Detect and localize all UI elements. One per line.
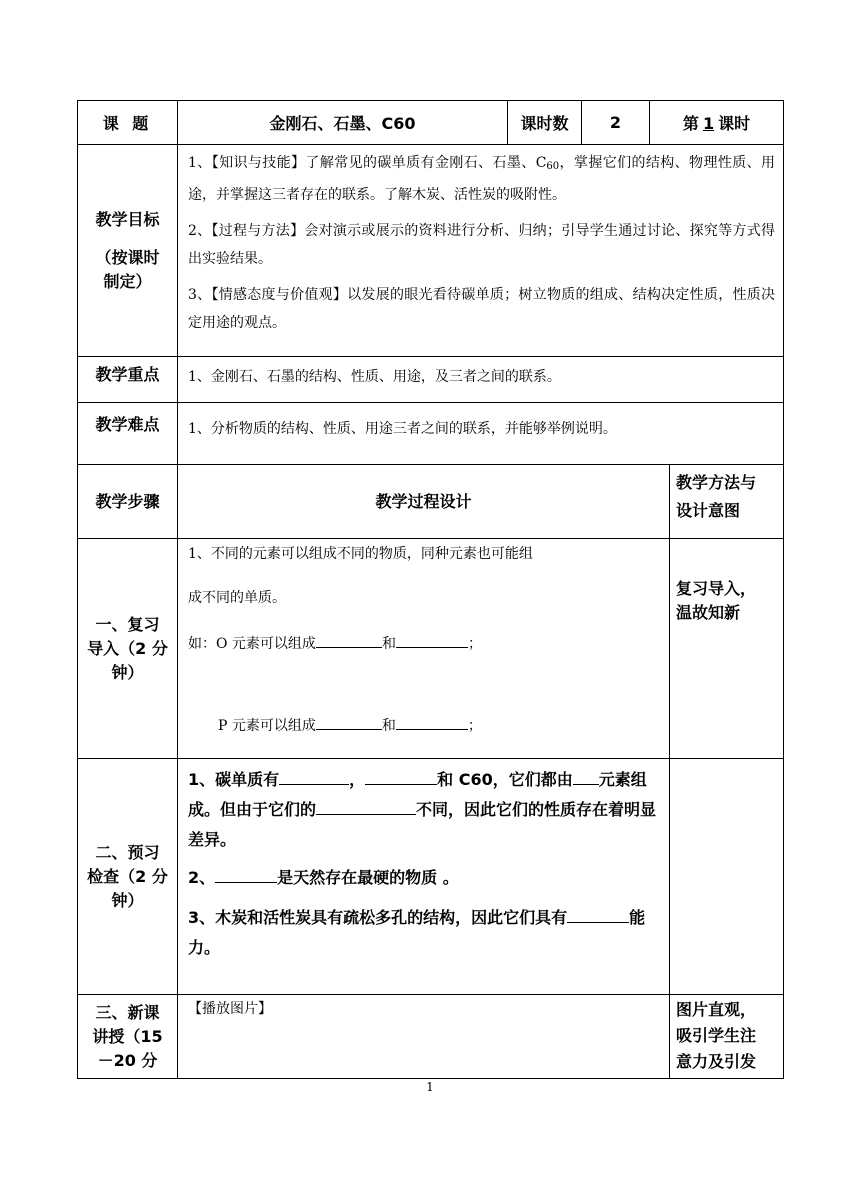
review-method-cell [670, 539, 784, 759]
new-lesson-label-line-2: 讲授（15 [92, 1027, 163, 1046]
lesson-number-cell [650, 101, 784, 145]
preview-label-cell [78, 759, 178, 995]
new-lesson-label-line-1: 三、新课 [95, 1003, 160, 1022]
review-method-line-1: 复习导入， [676, 579, 757, 598]
blank-field [316, 631, 382, 648]
review-label-cell [78, 539, 178, 759]
topic-title: 金刚石、石墨、C60 [269, 114, 416, 133]
lesson-prefix: 第 [682, 114, 699, 133]
objectives-label-note-1: （按课时 [95, 247, 160, 267]
objective-item-3: 3、【情感态度与价值观】以发展的眼光看待碳单质；树立物质的组成、结构决定性质，性质决定用途的观点。 [188, 287, 776, 331]
difficulties-label: 教学难点 [95, 415, 160, 434]
review-row [78, 539, 784, 759]
blank-field [567, 906, 629, 923]
key-points-content-cell [178, 357, 784, 403]
blank-field [215, 866, 277, 883]
new-lesson-label-cell [78, 995, 178, 1079]
difficulties-label-cell [78, 403, 178, 465]
objective-item-2: 2、【过程与方法】会对演示或展示的资料进行分析、归纳；引导学生通过讨论、探究等方式得出实验结果。 [188, 223, 776, 267]
objective-item-1: 1、【知识与技能】了解常见的碳单质有金刚石、石墨、$C_{60}$，掌握它们的结构、物理性质、用途，并掌握这三者存在的联系。了解木炭、活性炭的吸附性。 [188, 155, 776, 203]
new-lesson-method-line-1: 图片直观， [676, 1000, 757, 1019]
objectives-label-cell [78, 145, 178, 357]
review-phosphorus-line: P 元素可以组成 和 ； [188, 713, 659, 737]
process-design-label-cell [178, 465, 670, 539]
new-lesson-row [78, 995, 784, 1079]
page-number: 1 [426, 1080, 434, 1094]
review-method-line-2: 温故知新 [676, 603, 741, 622]
review-label-line-3: 钟） [111, 662, 144, 682]
subject-label: 课 题 [102, 114, 153, 133]
steps-header-row [78, 465, 784, 539]
review-content-cell [178, 539, 670, 759]
objectives-content-cell [178, 145, 784, 357]
method-label-line-2: 设计意图 [676, 501, 741, 520]
objectives-label-note-2: 制定） [103, 271, 152, 291]
key-points-text: 1、金刚石、石墨的结构、性质、用途，及三者之间的联系。 [188, 369, 561, 385]
steps-label: 教学步骤 [95, 491, 160, 511]
key-points-label: 教学重点 [95, 365, 160, 384]
preview-label-line-1: 二、预习 [95, 842, 160, 862]
hours-label: 课时数 [520, 114, 569, 133]
blank-field [573, 768, 599, 785]
preview-label-line-3: 钟） [111, 890, 144, 910]
new-lesson-method-cell [670, 995, 784, 1079]
preview-question-2: 2、 是天然存在最硬的物质 。 [188, 868, 459, 887]
blank-field [396, 631, 468, 648]
subject-label-cell [78, 101, 178, 145]
lesson-number: 1 [702, 114, 715, 133]
hours-value-cell [582, 101, 650, 145]
new-lesson-content-cell [178, 995, 670, 1079]
blank-field [279, 768, 349, 785]
method-label-cell [670, 465, 784, 539]
key-points-row [78, 357, 784, 403]
process-design-label: 教学过程设计 [375, 491, 472, 511]
preview-label-line-2: 检查（2 分 [87, 866, 168, 886]
new-lesson-label-line-3: －20 分 [97, 1051, 158, 1070]
header-row [78, 101, 784, 145]
lesson-suffix: 课时 [718, 114, 751, 133]
preview-row [78, 759, 784, 995]
preview-method-cell [670, 759, 784, 995]
method-label-line-1: 教学方法与 [676, 473, 757, 492]
new-lesson-method-line-3: 意力及引发 [676, 1052, 757, 1071]
review-line-2: 成不同的单质。 [188, 590, 286, 606]
difficulties-text: 1、分析物质的结构、性质、用途三者之间的联系，并能够举例说明。 [188, 421, 617, 437]
objectives-row [78, 145, 784, 357]
key-points-label-cell [78, 357, 178, 403]
review-line-1: 1、不同的元素可以组成不同的物质，同种元素也可能组 [188, 546, 533, 562]
hours-label-cell [508, 101, 582, 145]
objectives-label: 教学目标 [95, 209, 160, 229]
steps-label-cell [78, 465, 178, 539]
review-label-line-2: 导入（2 分 [87, 638, 168, 658]
lesson-plan-table [77, 100, 784, 1079]
topic-cell [178, 101, 508, 145]
preview-content-cell [178, 759, 670, 995]
blank-field [316, 798, 416, 815]
blank-field [396, 713, 468, 730]
blank-field [365, 768, 437, 785]
review-oxygen-line: 如：O 元素可以组成 和 ； [188, 631, 659, 655]
preview-question-3: 3、木炭和活性炭具有疏松多孔的结构，因此它们具有 能力。 [188, 908, 646, 957]
new-lesson-content: 【播放图片】 [188, 1001, 272, 1017]
preview-question-1: 1、碳单质有 ， 和 C60，它们都由 元素组成。但由于它们的 不同，因此它们的性质存在着明显差异。 [188, 770, 657, 849]
blank-field [316, 713, 382, 730]
hours-value: 2 [609, 113, 622, 132]
review-label-line-1: 一、复习 [95, 614, 160, 634]
difficulties-content-cell [178, 403, 784, 465]
difficulties-row [78, 403, 784, 465]
new-lesson-method-line-2: 吸引学生注 [676, 1026, 757, 1045]
